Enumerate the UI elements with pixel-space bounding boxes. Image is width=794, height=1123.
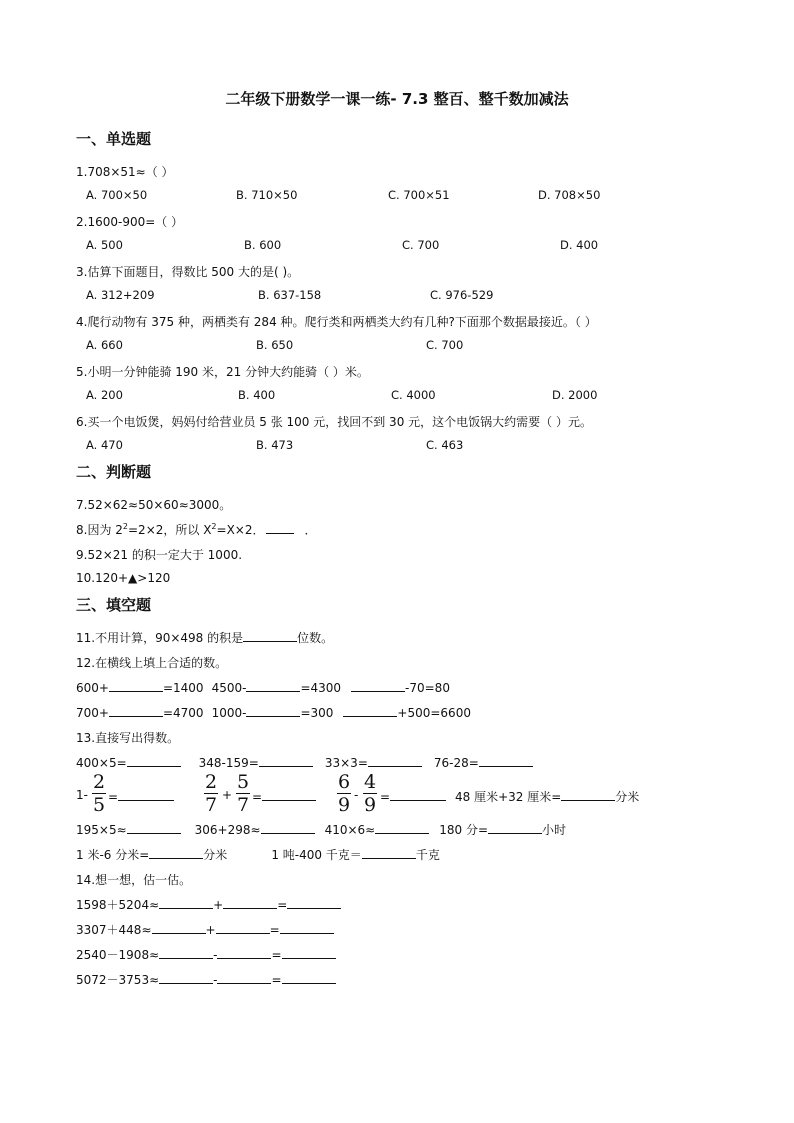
q13-blank[interactable] bbox=[479, 754, 533, 767]
q13-blank[interactable] bbox=[118, 788, 174, 801]
q14-blank[interactable] bbox=[217, 946, 271, 959]
q3-option-a: A. 312+209 bbox=[86, 288, 155, 302]
q4-option-c: C. 700 bbox=[426, 338, 464, 352]
q12-row-1: 600+ =1400 4500- =4300 -70=80 bbox=[76, 681, 450, 695]
question-14: 14.想一想，估一估。 bbox=[76, 873, 192, 887]
question-4: 4.爬行动物有 375 种，两栖类有 284 种。爬行类和两栖类大约有几种?下面那个数据最接近。（ ） bbox=[76, 315, 597, 329]
q6-option-c: C. 463 bbox=[426, 438, 464, 452]
q5-option-d: D. 2000 bbox=[552, 388, 598, 402]
fraction: 2 7 bbox=[205, 771, 218, 816]
q12-blank[interactable] bbox=[351, 679, 405, 692]
q14-blank[interactable] bbox=[159, 946, 213, 959]
question-10: 10.120+▲>120 bbox=[76, 571, 171, 585]
q2-option-b: B. 600 bbox=[244, 238, 282, 252]
q13-row-3: 195×5≈ 306+298≈ 410×6≈ 180 分= 小时 bbox=[76, 823, 567, 837]
section-heading-true-false: 二、判断题 bbox=[76, 463, 152, 481]
q14-blank[interactable] bbox=[159, 971, 213, 984]
question-7: 7.52×62≈50×60≈3000。 bbox=[76, 498, 232, 512]
section-heading-fill-in: 三、填空题 bbox=[76, 596, 152, 614]
q14-blank[interactable] bbox=[282, 946, 336, 959]
q12-blank[interactable] bbox=[343, 704, 397, 717]
q14-blank[interactable] bbox=[282, 971, 336, 984]
q3-option-b: B. 637-158 bbox=[258, 288, 322, 302]
page-title: 二年级下册数学一课一练- 7.3 整百、整千数加减法 bbox=[225, 90, 569, 108]
fraction: 4 9 bbox=[364, 771, 377, 816]
question-2: 2.1600-900=（ ） bbox=[76, 215, 184, 229]
q13-blank[interactable] bbox=[262, 788, 316, 801]
q14-blank[interactable] bbox=[280, 921, 334, 934]
q13-blank[interactable] bbox=[261, 821, 315, 834]
question-9: 9.52×21 的积一定大于 1000. bbox=[76, 548, 243, 562]
q5-option-a: A. 200 bbox=[86, 388, 123, 402]
q13-r2-item4: 48 厘米+32 厘米= 分米 bbox=[455, 790, 640, 804]
q13-blank[interactable] bbox=[375, 821, 429, 834]
q4-option-b: B. 650 bbox=[256, 338, 294, 352]
q14-row: 1598＋5204≈ + = bbox=[76, 896, 341, 913]
q13-blank[interactable] bbox=[259, 754, 313, 767]
q13-r2-item1: = bbox=[108, 788, 174, 804]
q1-option-d: D. 708×50 bbox=[538, 188, 601, 202]
q14-row: 5072－3753≈ - = bbox=[76, 971, 336, 988]
q12-blank[interactable] bbox=[109, 679, 163, 692]
plus-sign: + bbox=[222, 788, 233, 802]
q3-option-c: C. 976-529 bbox=[430, 288, 494, 302]
q12-blank[interactable] bbox=[246, 704, 300, 717]
q6-option-a: A. 470 bbox=[86, 438, 123, 452]
q13-r2-item3: = bbox=[380, 788, 446, 804]
question-6: 6.买一个电饭煲，妈妈付给营业员 5 张 100 元，找回不到 30 元，这个电饭锅大约需要（ ）元。 bbox=[76, 415, 592, 429]
q13-r2-prefix: 1- bbox=[76, 788, 88, 802]
question-8: 8.因为 $2^2=2\times 2$，所以 $X^2=X\times 2$． ． bbox=[76, 522, 317, 537]
q14-blank[interactable] bbox=[217, 971, 271, 984]
q4-option-a: A. 660 bbox=[86, 338, 123, 352]
fraction: 5 7 bbox=[237, 771, 250, 816]
section-heading-single-choice: 一、单选题 bbox=[76, 130, 152, 148]
fraction: 6 9 bbox=[338, 771, 351, 816]
q1-option-c: C. 700×51 bbox=[388, 188, 450, 202]
q14-blank[interactable] bbox=[287, 896, 341, 909]
q12-blank[interactable] bbox=[246, 679, 300, 692]
question-1: 1.708×51≈（ ） bbox=[76, 165, 174, 179]
q13-blank[interactable] bbox=[127, 754, 181, 767]
question-5: 5.小明一分钟能骑 190 米，21 分钟大约能骑（ ）米。 bbox=[76, 365, 369, 379]
question-13: 13.直接写出得数。 bbox=[76, 731, 180, 745]
question-12: 12.在横线上填上合适的数。 bbox=[76, 656, 228, 670]
q8-answer-blank[interactable] bbox=[266, 521, 294, 534]
q11-answer-blank[interactable] bbox=[243, 629, 297, 642]
q2-option-d: D. 400 bbox=[560, 238, 599, 252]
q12-row-2: 700+ =4700 1000- =300 +500=6600 bbox=[76, 706, 471, 720]
q2-option-a: A. 500 bbox=[86, 238, 123, 252]
question-11: 11.不用计算，90×498 的积是 位数。 bbox=[76, 631, 334, 645]
q13-row-4: 1 米-6 分米= 分米 1 吨-400 千克＝ 千克 bbox=[76, 848, 440, 862]
q13-blank[interactable] bbox=[488, 821, 542, 834]
q12-blank[interactable] bbox=[109, 704, 163, 717]
q5-option-c: C. 4000 bbox=[391, 388, 436, 402]
q14-row: 3307＋448≈ + = bbox=[76, 921, 334, 938]
q14-blank[interactable] bbox=[223, 896, 277, 909]
fraction: 2 5 bbox=[93, 771, 106, 816]
q13-blank[interactable] bbox=[390, 788, 446, 801]
q13-r2-item2: = bbox=[252, 788, 316, 804]
q13-blank[interactable] bbox=[362, 846, 416, 859]
q13-blank[interactable] bbox=[368, 754, 422, 767]
q13-blank[interactable] bbox=[561, 788, 615, 801]
question-3: 3.估算下面题目，得数比 500 大的是( )。 bbox=[76, 265, 300, 279]
q1-option-a: A. 700×50 bbox=[86, 188, 148, 202]
q6-option-b: B. 473 bbox=[256, 438, 294, 452]
q13-blank[interactable] bbox=[127, 821, 181, 834]
q5-option-b: B. 400 bbox=[238, 388, 276, 402]
q14-blank[interactable] bbox=[159, 896, 213, 909]
q13-row-1: 400×5= 348-159= 33×3= 76-28= bbox=[76, 754, 533, 770]
q2-option-c: C. 700 bbox=[402, 238, 440, 252]
q14-row: 2540－1908≈ - = bbox=[76, 946, 336, 963]
minus-sign: - bbox=[354, 788, 359, 802]
q14-blank[interactable] bbox=[152, 921, 206, 934]
q1-option-b: B. 710×50 bbox=[236, 188, 298, 202]
q14-blank[interactable] bbox=[216, 921, 270, 934]
q13-blank[interactable] bbox=[149, 846, 203, 859]
